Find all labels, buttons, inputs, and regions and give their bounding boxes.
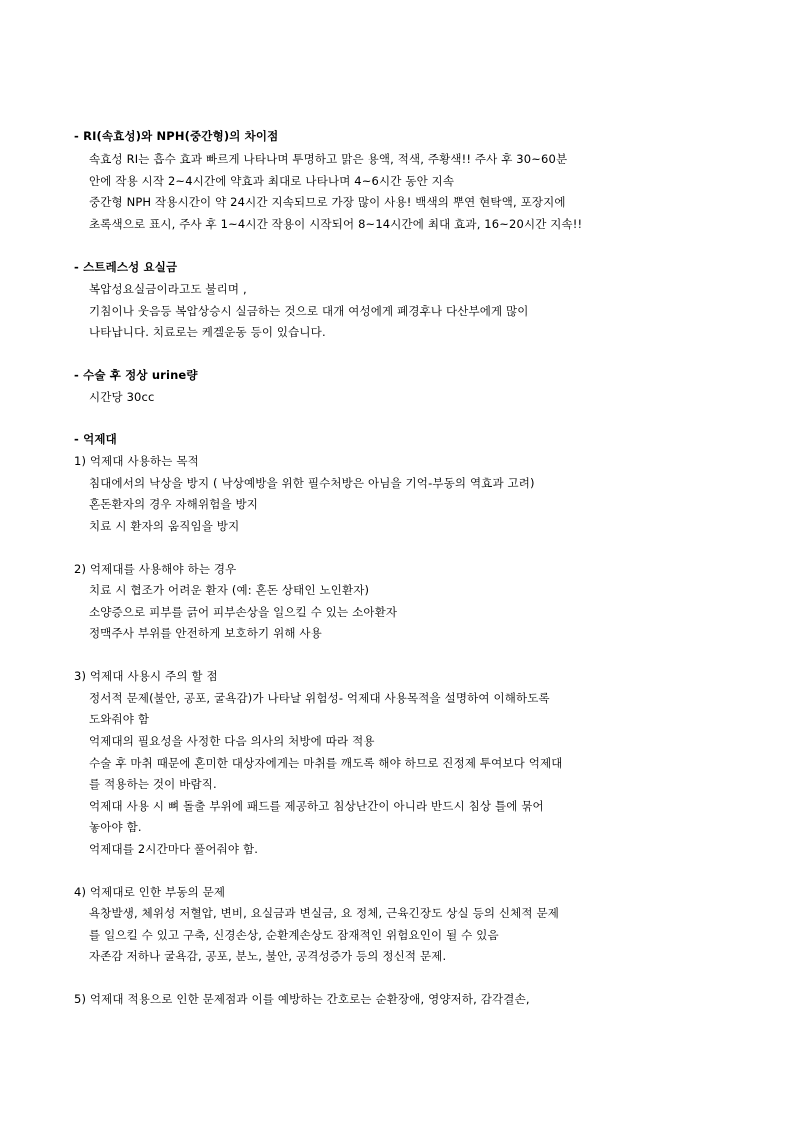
section-heading-stress-incontinence: - 스트레스성 요실금 [74, 260, 178, 274]
body-line: 정맥주사 부위를 안전하게 보호하기 위해 사용 [89, 626, 322, 640]
body-line: 나타납니다. 치료로는 케겔운동 등이 있습니다. [89, 325, 326, 339]
body-line: 정서적 문제(불안, 공포, 굴욕감)가 나타날 위험성- 억제대 사용목적을 설명하여 이해하도록 [89, 691, 550, 705]
body-line: 속효성 RI는 흡수 효과 빠르게 나타나며 투명하고 맑은 용액, 적색, 주황색!! 주사 후 30~60분 [89, 152, 568, 166]
section-heading-urine-output: - 수술 후 정상 urine량 [74, 368, 198, 382]
body-line: 치료 시 환자의 움직임을 방지 [89, 519, 240, 533]
subsection-title: 1) 억제대 사용하는 목적 [74, 454, 199, 468]
body-line: 시간당 30cc [89, 390, 155, 404]
section-heading-restraints: - 억제대 [74, 432, 117, 446]
body-line: 혼돈환자의 경우 자해위험을 방지 [89, 497, 259, 511]
body-line: 중간형 NPH 작용시간이 약 24시간 지속되므로 가장 많이 사용! 백색의 뿌연 현탁액, 포장지에 [89, 195, 566, 209]
section-heading-insulin: - RI(속효성)와 NPH(중간형)의 차이점 [74, 129, 279, 143]
body-line: 억제대 사용 시 뼈 돌출 부위에 패드를 제공하고 침상난간이 아니라 반드시 침상 틀에 묶어 [89, 799, 544, 813]
body-line: 치료 시 협조가 어려운 환자 (예: 혼돈 상태인 노인환자) [89, 583, 370, 597]
body-line: 침대에서의 낙상을 방지 ( 낙상예방을 위한 필수처방은 아님을 기억-부동의 역효과 고려) [89, 476, 535, 490]
body-line: 기침이나 웃음등 복압상승시 실금하는 것으로 대개 여성에게 폐경후나 다산부에게 많이 [89, 304, 529, 318]
body-line: 초록색으로 표시, 주사 후 1~4시간 작용이 시작되어 8~14시간에 최대 효과, 16~20시간 지속!! [89, 217, 583, 231]
body-line: 소양증으로 피부를 긁어 피부손상을 일으킬 수 있는 소아환자 [89, 605, 398, 619]
body-line: 욕창발생, 체위성 저혈압, 변비, 요실금과 변실금, 요 정체, 근육긴장도 상실 등의 신체적 문제 [89, 906, 560, 920]
body-line: 안에 작용 시작 2~4시간에 약효과 최대로 나타나며 4~6시간 동안 지속 [89, 174, 455, 188]
body-line: 복압성요실금이라고도 불리며 , [89, 282, 247, 296]
subsection-title: 3) 억제대 사용시 주의 할 점 [74, 669, 218, 683]
body-line: 억제대의 필요성을 사정한 다음 의사의 처방에 따라 적용 [89, 734, 375, 748]
subsection-title: 5) 억제대 적용으로 인한 문제점과 이를 예방하는 간호로는 순환장애, 영양저하, 감각결손, [74, 992, 530, 1006]
body-line: 자존감 저하나 굴욕감, 공포, 분노, 불안, 공격성증가 등의 정신적 문제. [89, 949, 447, 963]
body-line: 억제대를 2시간마다 풀어줘야 함. [89, 842, 259, 856]
subsection-title: 4) 억제대로 인한 부동의 문제 [74, 885, 226, 899]
body-line: 놓아야 함. [89, 820, 142, 834]
body-line: 를 일으킬 수 있고 구축, 신경손상, 순환계손상도 잠재적인 위험요인이 될 수 있음 [89, 928, 499, 942]
body-line: 를 적용하는 것이 바람직. [89, 777, 217, 791]
body-line: 수술 후 마취 때문에 혼미한 대상자에게는 마취를 깨도록 해야 하므로 진정제 투여보다 억제대 [89, 756, 563, 770]
subsection-title: 2) 억제대를 사용해야 하는 경우 [74, 562, 237, 576]
body-line: 도와줘야 함 [89, 712, 150, 726]
